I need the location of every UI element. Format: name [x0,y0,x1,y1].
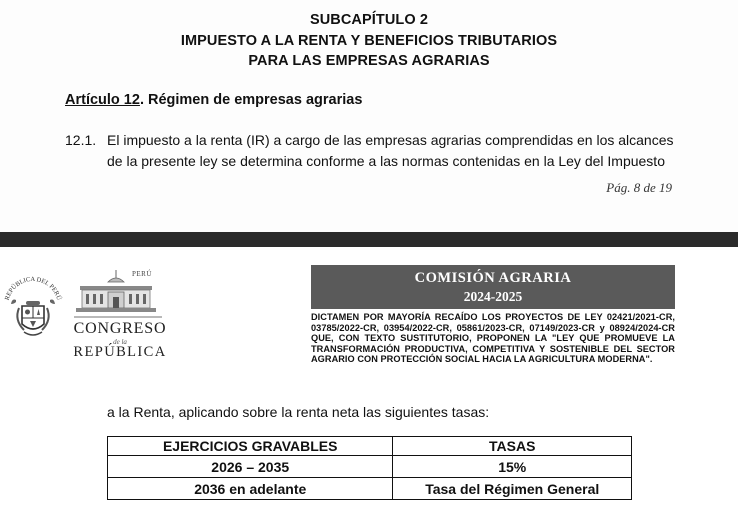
chapter-title-line-1: IMPUESTO A LA RENTA Y BENEFICIOS TRIBUTARIOS [180,33,558,49]
page-divider [0,232,738,247]
continuation-text: a la Renta, aplicando sobre la renta neta las siguientes tasas: [107,404,490,420]
document-page-upper [0,0,738,232]
commission-name: COMISIÓN AGRARIA [414,270,572,286]
peru-seal-icon [2,268,64,352]
cell-period: 2026 – 2035 [108,456,393,478]
article-heading [65,92,362,108]
table-row [108,478,632,500]
paragraph-line-1 [65,132,674,148]
rates-table [107,436,632,500]
commission-banner [311,265,675,309]
commission-years: 2024-2025 [463,289,523,304]
cell-rate: Tasa del Régimen General [393,478,632,500]
chapter-title-line-2: PARA LAS EMPRESAS AGRARIAS [248,53,490,69]
article-label: Artículo 12 [65,92,140,108]
congress-building-icon [70,268,170,320]
table-header-row [108,437,632,456]
logo-congreso: CONGRESO [73,320,167,337]
cell-rate: 15% [393,456,632,478]
congreso-logo [70,268,170,360]
cell-period: 2036 en adelante [108,478,393,500]
paragraph-line-2: de la presente ley se determina conforme a las normas contenidas en la Ley del Impuesto [107,153,665,169]
paragraph-text-1: El impuesto a la renta (IR) a cargo de las empresas agrarias comprendidas en los alcances [107,132,674,148]
header-ejercicios: EJERCICIOS GRAVABLES [108,437,393,456]
article-title: . Régimen de empresas agrarias [139,92,363,108]
dictamen-title: DICTAMEN POR MAYORÍA RECAÍDO LOS PROYECTOS DE LEY 02421/2021-CR, 03785/2022-CR, 03954/2022-CR, 05861/2023-CR, 07149/2023-CR y 08924/2024-CR QUE, CON TEXTO SUSTITUTORIO, PROPONEN LA "LEY QUE PROMUEVE LA TRANSFORMACIÓN PRODUCTIVA, COMPETITIVA Y SOSTENIBLE DEL SECTOR AGRARIO CON PROTECCIÓN SOCIAL HACIA LA AGRICULTURA MODERNA". [311,312,675,365]
header-tasas: TASAS [393,437,632,456]
logo-republica: REPÚBLICA [73,344,167,360]
table-row [108,456,632,478]
page-number: Pág. 8 de 19 [606,180,672,195]
paragraph-number: 12.1. [65,132,97,148]
chapter-label: SUBCAPÍTULO 2 [309,12,429,28]
logo-de-la: de la [113,338,127,346]
logo-country: PERÚ [132,270,152,278]
seal-text: REPÚBLICA DEL PERÚ [3,275,63,302]
